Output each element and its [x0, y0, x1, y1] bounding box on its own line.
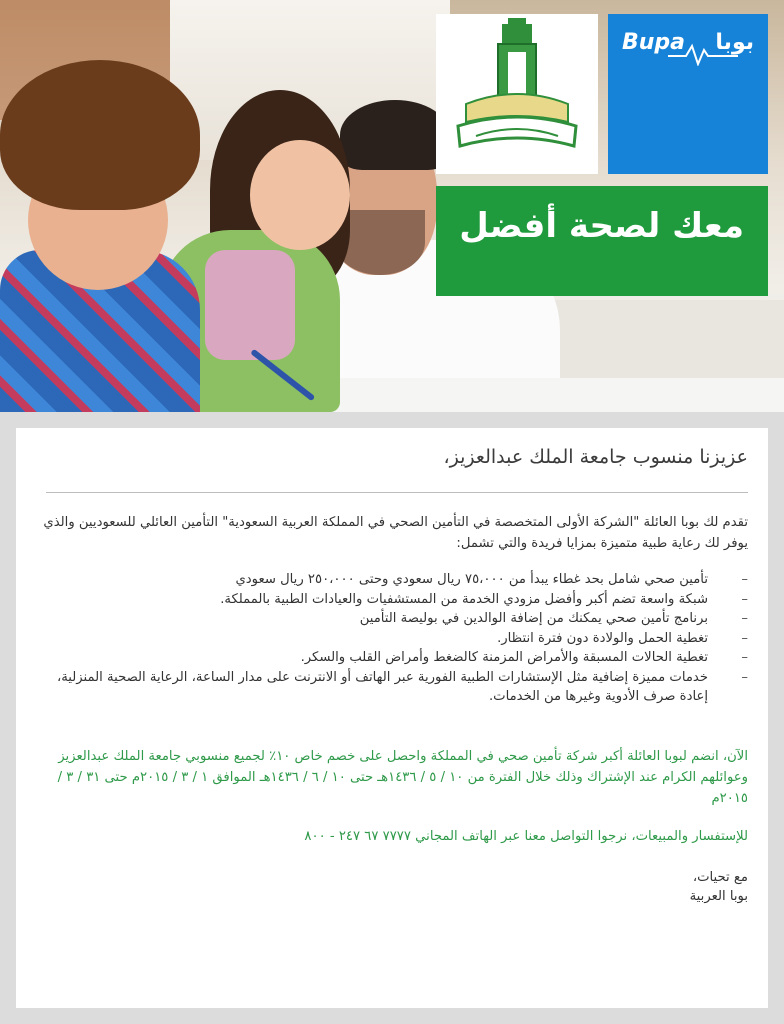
discount-offer: الآن، انضم لبوبا العائلة أكبر شركة تأمين صحي في المملكة واحصل على خصم خاص ١٠٪ لجميع منسوبي جامعة الملك عبدالعزيز وعوائلهم الكرام عند الإشتراك وذلك خلال الفترة من ١٠ / ٥ / ١٤٣٦هـ حتى ١٠ / ٦ / ١٤٣٦هـ الموافق ١ / ٣ / ٢٠١٥م حتى ٣١ / ٣ / ٢٠١٥م [57, 749, 748, 806]
list-item: – تأمين صحي شامل بحد غطاء يبدأ من ٧٥،٠٠٠ ريال سعودي وحتى ٢٥٠،٠٠٠ ريال سعودي [42, 570, 748, 590]
list-item: – تغطية الحمل والولادة دون فترة انتظار. [42, 629, 748, 649]
contact-info: للإستفسار والمبيعات، نرجوا التواصل معنا عبر الهاتف المجاني ٧٧٧٧ ٦٧ ٢٤٧ - ٨٠٠ [304, 829, 748, 844]
list-item: – شبكة واسعة تضم أكبر وأفضل مزودي الخدمة من المستشفيات والعيادات الطبية بالمملكة. [42, 590, 748, 610]
list-item: – خدمات مميزة إضافية مثل الإستشارات الطبية الفورية عبر الهاتف أو الانترنت على مدار الساعة، الرعاية الصحية المنزلية، إعادة صرف الأدوية وغيرها من الخدمات. [42, 668, 748, 707]
list-item: – برنامج تأمين صحي يمكنك من إضافة الوالدين في بوليصة التأمين [42, 609, 748, 629]
sign-off: مع تحيات، [692, 870, 748, 885]
bupa-logo-latin: Bupa [622, 30, 686, 55]
bupa-logo-arabic: بوبا [715, 30, 754, 55]
closing [690, 868, 748, 906]
list-item: – تغطية الحالات المسبقة والأمراض المزمنة كالضغط وأمراض القلب والسكر. [42, 648, 748, 668]
divider [46, 492, 748, 493]
kau-logo [436, 14, 598, 174]
benefits-list [42, 570, 748, 707]
kau-emblem-icon [436, 14, 598, 174]
slogan-banner: معك لصحة أفضل [436, 186, 768, 296]
signature: بوبا العربية [689, 889, 748, 904]
bupa-logo [608, 14, 768, 174]
letter-card [16, 428, 768, 1008]
greeting: عزيزنا منسوب جامعة الملك عبدالعزيز، [443, 446, 748, 468]
intro-paragraph: تقدم لك بوبا العائلة "الشركة الأولى المتخصصة في التأمين الصحي في المملكة العربية السعودية" التأمين العائلي للسعوديين والذي يوفر لك رعاية طبية متميزة بمزايا فريدة والتي تشمل: [43, 515, 748, 551]
